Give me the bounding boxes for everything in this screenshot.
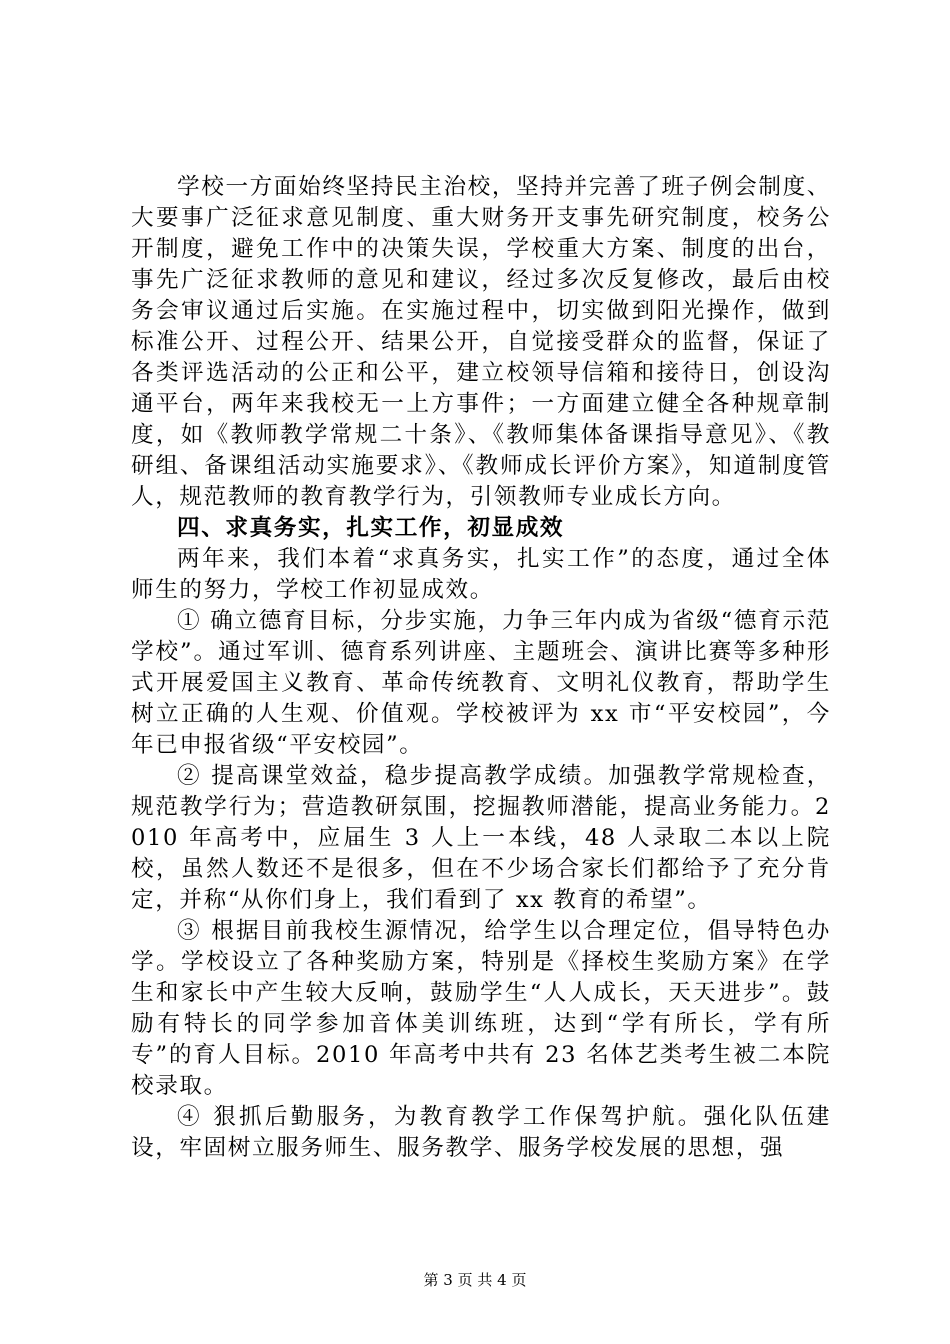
section-paragraph-5: ④ 狠抓后勤服务，为教育教学工作保驾护航。强化队伍建设，牢固树立服务师生、服务教学、服务学校发展的思想，强 <box>131 1104 831 1161</box>
section-paragraph-4: ③ 根据目前我校生源情况，给学生以合理定位，倡导特色办学。学校设立了各种奖励方案，特别是《择校生奖励方案》在学生和家长中产生较大反响，鼓励学生“人人成长，天天进步”。鼓励有特长的同学参加音体美训练班，达到“学有所长，学有所专”的育人目标。2010 年高考中共有 23 名体艺类考生被二本院校录取。 <box>131 918 831 1099</box>
document-body <box>131 172 831 1164</box>
section-paragraph-3: ② 提高课堂效益，稳步提高教学成绩。加强教学常规检查，规范教学行为；营造教研氛围，挖掘教师潜能，提高业务能力。2010 年高考中，应届生 3 人上一本线，48 人录取二本以上院校，虽然人数还不是很多，但在不少场合家长们都给予了充分肯定，并称“从你们身上，我们看到了 xx 教育的希望”。 <box>131 763 831 913</box>
section-heading: 四、求真务实，扎实工作，初显成效 <box>177 515 565 541</box>
section-paragraph-2: ① 确立德育目标，分步实施，力争三年内成为省级“德育示范学校”。通过军训、德育系列讲座、主题班会、演讲比赛等多种形式开展爱国主义教育、革命传统教育、文明礼仪教育，帮助学生树立正确的人生观、价值观。学校被评为 xx 市“平安校园”，今年已申报省级“平安校园”。 <box>131 608 831 758</box>
section-paragraph-1: 两年来，我们本着“求真务实，扎实工作”的态度，通过全体师生的努力，学校工作初显成效。 <box>131 546 831 603</box>
page-number-footer: 第 3 页 共 4 页 <box>423 1271 527 1289</box>
body-paragraph-1: 学校一方面始终坚持民主治校，坚持并完善了班子例会制度、大要事广泛征求意见制度、重大财务开支事先研究制度，校务公开制度，避免工作中的决策失误，学校重大方案、制度的出台，事先广泛征求教师的意见和建议，经过多次反复修改，最后由校务会审议通过后实施。在实施过程中，切实做到阳光操作，做到标准公开、过程公开、结果公开，自觉接受群众的监督，保证了各类评选活动的公正和公平，建立校领导信箱和接待日，创设沟通平台，两年来我校无一上方事件；一方面建立健全各种规章制度，如《教师教学常规二十条》、《教师集体备课指导意见》、《教研组、备课组活动实施要求》、《教师成长评价方案》，知道制度管人，规范教师的教育教学行为，引领教师专业成长方向。 <box>131 174 831 510</box>
